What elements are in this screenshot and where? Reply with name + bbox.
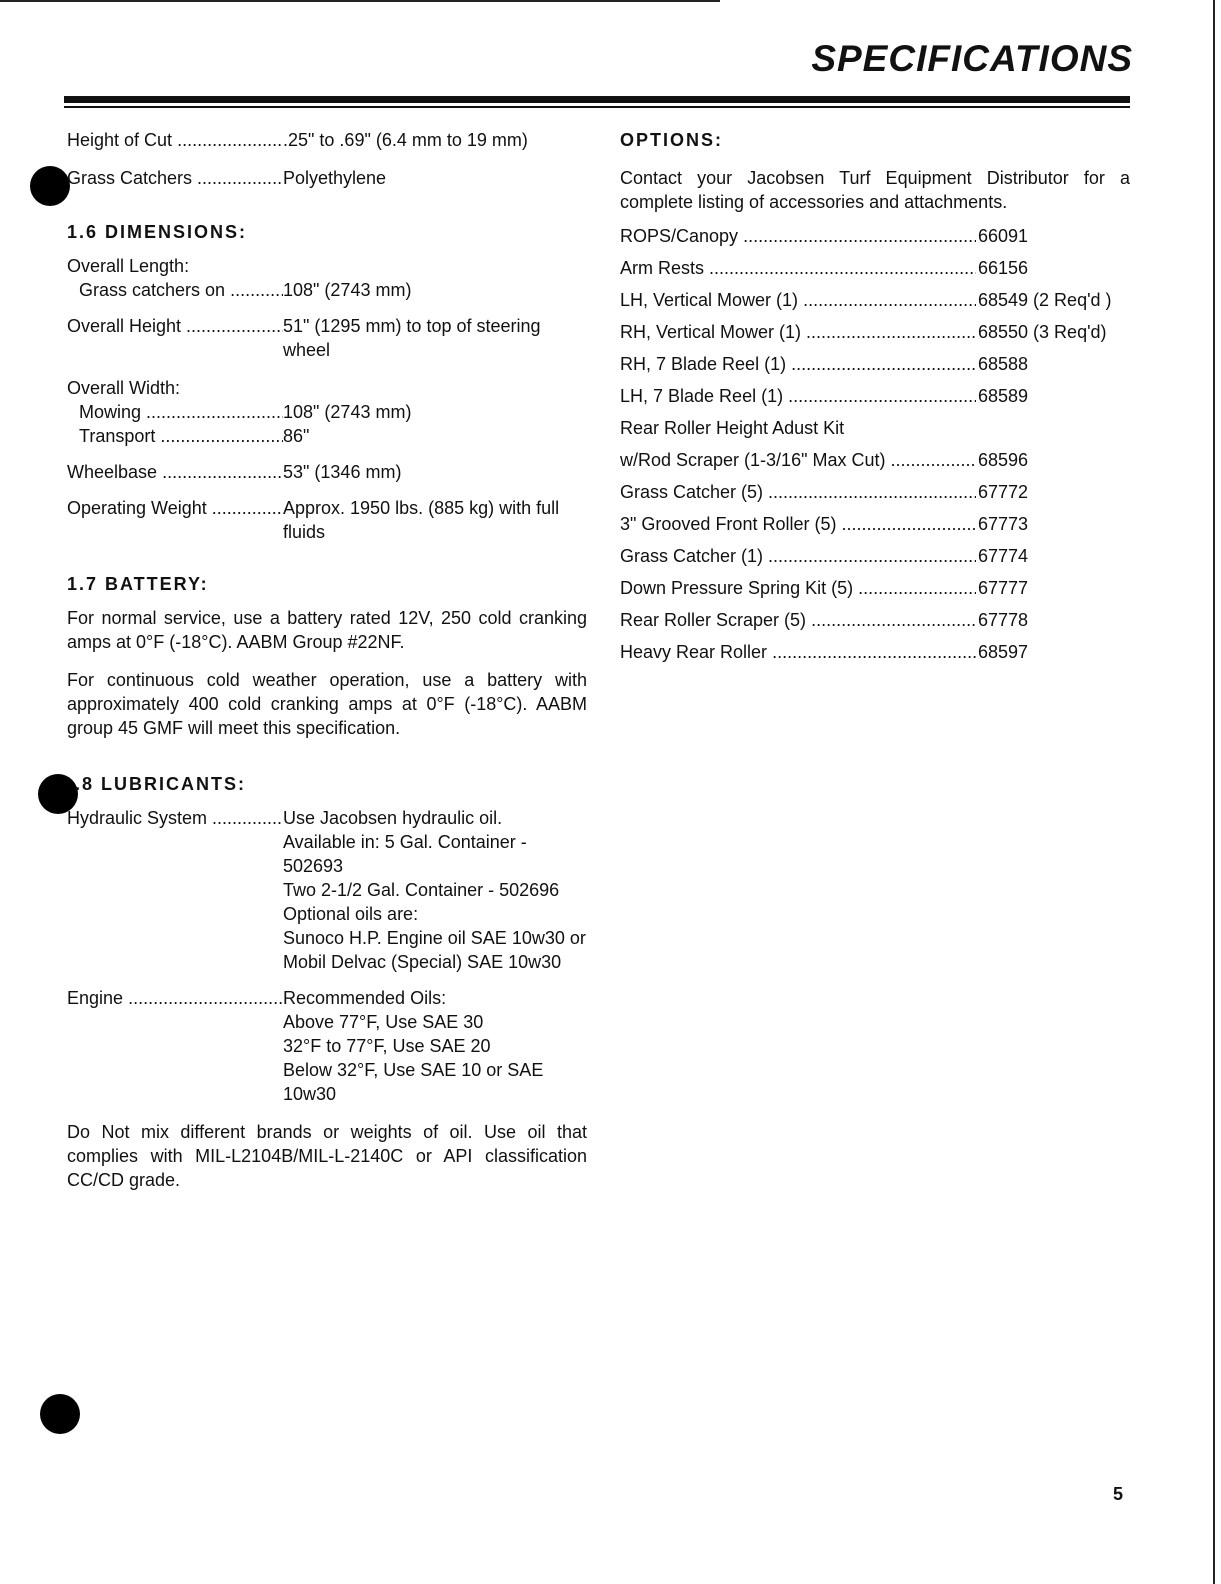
option-label: Grass Catcher (1) ..... <box>620 544 976 568</box>
spec-value: 51" (1295 mm) to top of steering wheel <box>283 316 541 360</box>
overall-length-label: Overall Length: <box>67 256 190 276</box>
option-part-number: 67773 <box>978 514 1029 534</box>
spec-value: 86" <box>283 426 310 446</box>
option-label: LH, 7 Blade Reel (1) ..... <box>620 384 976 408</box>
spec-overall-height <box>67 314 587 362</box>
option-kit-line: Rear Roller Height Adust Kit <box>620 418 845 438</box>
hydraulic-line: Sunoco H.P. Engine oil SAE 10w30 or Mobil Delvac (Special) SAE 10w30 <box>283 928 586 972</box>
section-heading-battery: 1.7 BATTERY: <box>67 574 209 594</box>
options-intro: Contact your Jacobsen Turf Equipment Distributor for a complete listing of accessories and attachments. <box>620 168 1130 212</box>
option-label: Grass Catcher (5) ..... <box>620 480 976 504</box>
overall-width-label: Overall Width: <box>67 378 181 398</box>
spec-value: .25" to .69" (6.4 mm to 19 mm) <box>283 130 528 150</box>
binder-hole-bottom <box>40 1394 80 1434</box>
option-part-number: 68597 <box>978 642 1029 662</box>
spec-value-list <box>283 986 587 1106</box>
option-label: Heavy Rear Roller ..... <box>620 640 976 664</box>
spec-label: Height of Cut ..... <box>67 128 283 152</box>
hydraulic-line: Optional oils are: <box>283 904 419 924</box>
spec-value: 108" (2743 mm) <box>283 280 412 300</box>
spec-label: Wheelbase ..... <box>67 460 283 484</box>
header-rule-thick <box>64 96 1130 103</box>
spec-label: Grass catchers on ..... <box>79 278 283 302</box>
option-row <box>620 288 1130 312</box>
option-row <box>620 384 1130 408</box>
section-heading-lubricants: .8 LUBRICANTS: <box>75 774 246 794</box>
spec-label: Transport ..... <box>79 424 283 448</box>
spec-transport <box>67 424 587 448</box>
spec-label: Engine ..... <box>67 986 283 1106</box>
section-heading-options: OPTIONS: <box>620 130 724 150</box>
spec-hydraulic-system <box>67 806 587 974</box>
option-label: RH, Vertical Mower (1) ..... <box>620 320 976 344</box>
option-label: Down Pressure Spring Kit (5) ..... <box>620 576 976 600</box>
spec-label: Grass Catchers ..... <box>67 166 283 190</box>
battery-paragraph-cold: For continuous cold weather operation, use a battery with approximately 400 cold cranking amps at 0°F (-18°C). AABM group 45 GMF will meet this specification. <box>67 670 587 738</box>
engine-line: Below 32°F, Use SAE 10 or SAE 10w30 <box>283 1060 544 1104</box>
hydraulic-line: Two 2-1/2 Gal. Container - 502696 <box>283 880 560 900</box>
battery-paragraph-normal: For normal service, use a battery rated 12V, 250 cold cranking amps at 0°F (-18°C). AABM Group #22NF. <box>67 608 587 652</box>
option-row <box>620 224 1130 248</box>
scan-edge-top <box>0 0 720 2</box>
option-label: w/Rod Scraper (1-3/16" Max Cut) ..... <box>620 448 976 472</box>
spec-label: Mowing ..... <box>79 400 283 424</box>
option-label: LH, Vertical Mower (1) ..... <box>620 288 976 312</box>
option-part-number: 66091 <box>978 226 1029 246</box>
option-row <box>620 320 1130 344</box>
option-row <box>620 352 1130 376</box>
option-row <box>620 576 1130 600</box>
hydraulic-line: Use Jacobsen hydraulic oil. <box>283 808 503 828</box>
spec-value: Polyethylene <box>283 168 387 188</box>
option-label: Rear Roller Scraper (5) ..... <box>620 608 976 632</box>
option-part-number: 68589 <box>978 386 1029 406</box>
option-row <box>620 448 1130 472</box>
spec-label: Operating Weight ..... <box>67 496 283 544</box>
option-part-number: 67774 <box>978 546 1029 566</box>
hydraulic-line: Available in: 5 Gal. Container - 502693 <box>283 832 527 876</box>
spec-grass-catchers <box>67 166 587 190</box>
spec-value-list <box>283 806 587 974</box>
option-label: ROPS/Canopy ..... <box>620 224 976 248</box>
left-column <box>67 128 587 1202</box>
spec-label: Overall Height ..... <box>67 314 283 362</box>
option-part-number: 67777 <box>978 578 1029 598</box>
spec-engine <box>67 986 587 1106</box>
spec-value: 53" (1346 mm) <box>283 462 402 482</box>
option-row <box>620 256 1130 280</box>
spec-mowing <box>67 400 587 424</box>
lubricants-note: Do Not mix different brands or weights of oil. Use oil that complies with MIL-L2104B/MIL-L-2140C or API classification CC/CD grade. <box>67 1122 587 1190</box>
header-rule-thin <box>64 106 1130 108</box>
option-label: Arm Rests ..... <box>620 256 976 280</box>
option-row <box>620 480 1130 504</box>
spec-height-of-cut <box>67 128 587 152</box>
spec-grass-catchers-on <box>67 278 587 302</box>
option-part-number: 68550 (3 Req'd) <box>978 322 1107 342</box>
section-heading-dimensions: 1.6 DIMENSIONS: <box>67 222 248 242</box>
page-number: 5 <box>1112 1484 1123 1504</box>
spec-label: Hydraulic System ..... <box>67 806 283 974</box>
spec-wheelbase <box>67 460 587 484</box>
option-label: RH, 7 Blade Reel (1) ..... <box>620 352 976 376</box>
spec-value: 108" (2743 mm) <box>283 402 412 422</box>
option-part-number: 68588 <box>978 354 1029 374</box>
option-part-number: 67772 <box>978 482 1029 502</box>
binder-hole-top <box>30 166 70 206</box>
option-row <box>620 608 1130 632</box>
option-row <box>620 640 1130 664</box>
spec-operating-weight <box>67 496 587 544</box>
engine-line: 32°F to 77°F, Use SAE 20 <box>283 1036 491 1056</box>
option-part-number: 66156 <box>978 258 1029 278</box>
option-part-number: 67778 <box>978 610 1029 630</box>
option-row <box>620 512 1130 536</box>
option-row <box>620 544 1130 568</box>
spec-value: Approx. 1950 lbs. (885 kg) with full fluids <box>283 498 560 542</box>
page-title: SPECIFICATIONS <box>811 38 1133 79</box>
scan-edge-right <box>1213 0 1215 1584</box>
option-part-number: 68549 (2 Req'd ) <box>978 290 1112 310</box>
option-label: 3" Grooved Front Roller (5) ..... <box>620 512 976 536</box>
engine-line: Above 77°F, Use SAE 30 <box>283 1012 484 1032</box>
options-column <box>620 128 1130 672</box>
engine-line: Recommended Oils: <box>283 988 447 1008</box>
option-part-number: 68596 <box>978 450 1029 470</box>
